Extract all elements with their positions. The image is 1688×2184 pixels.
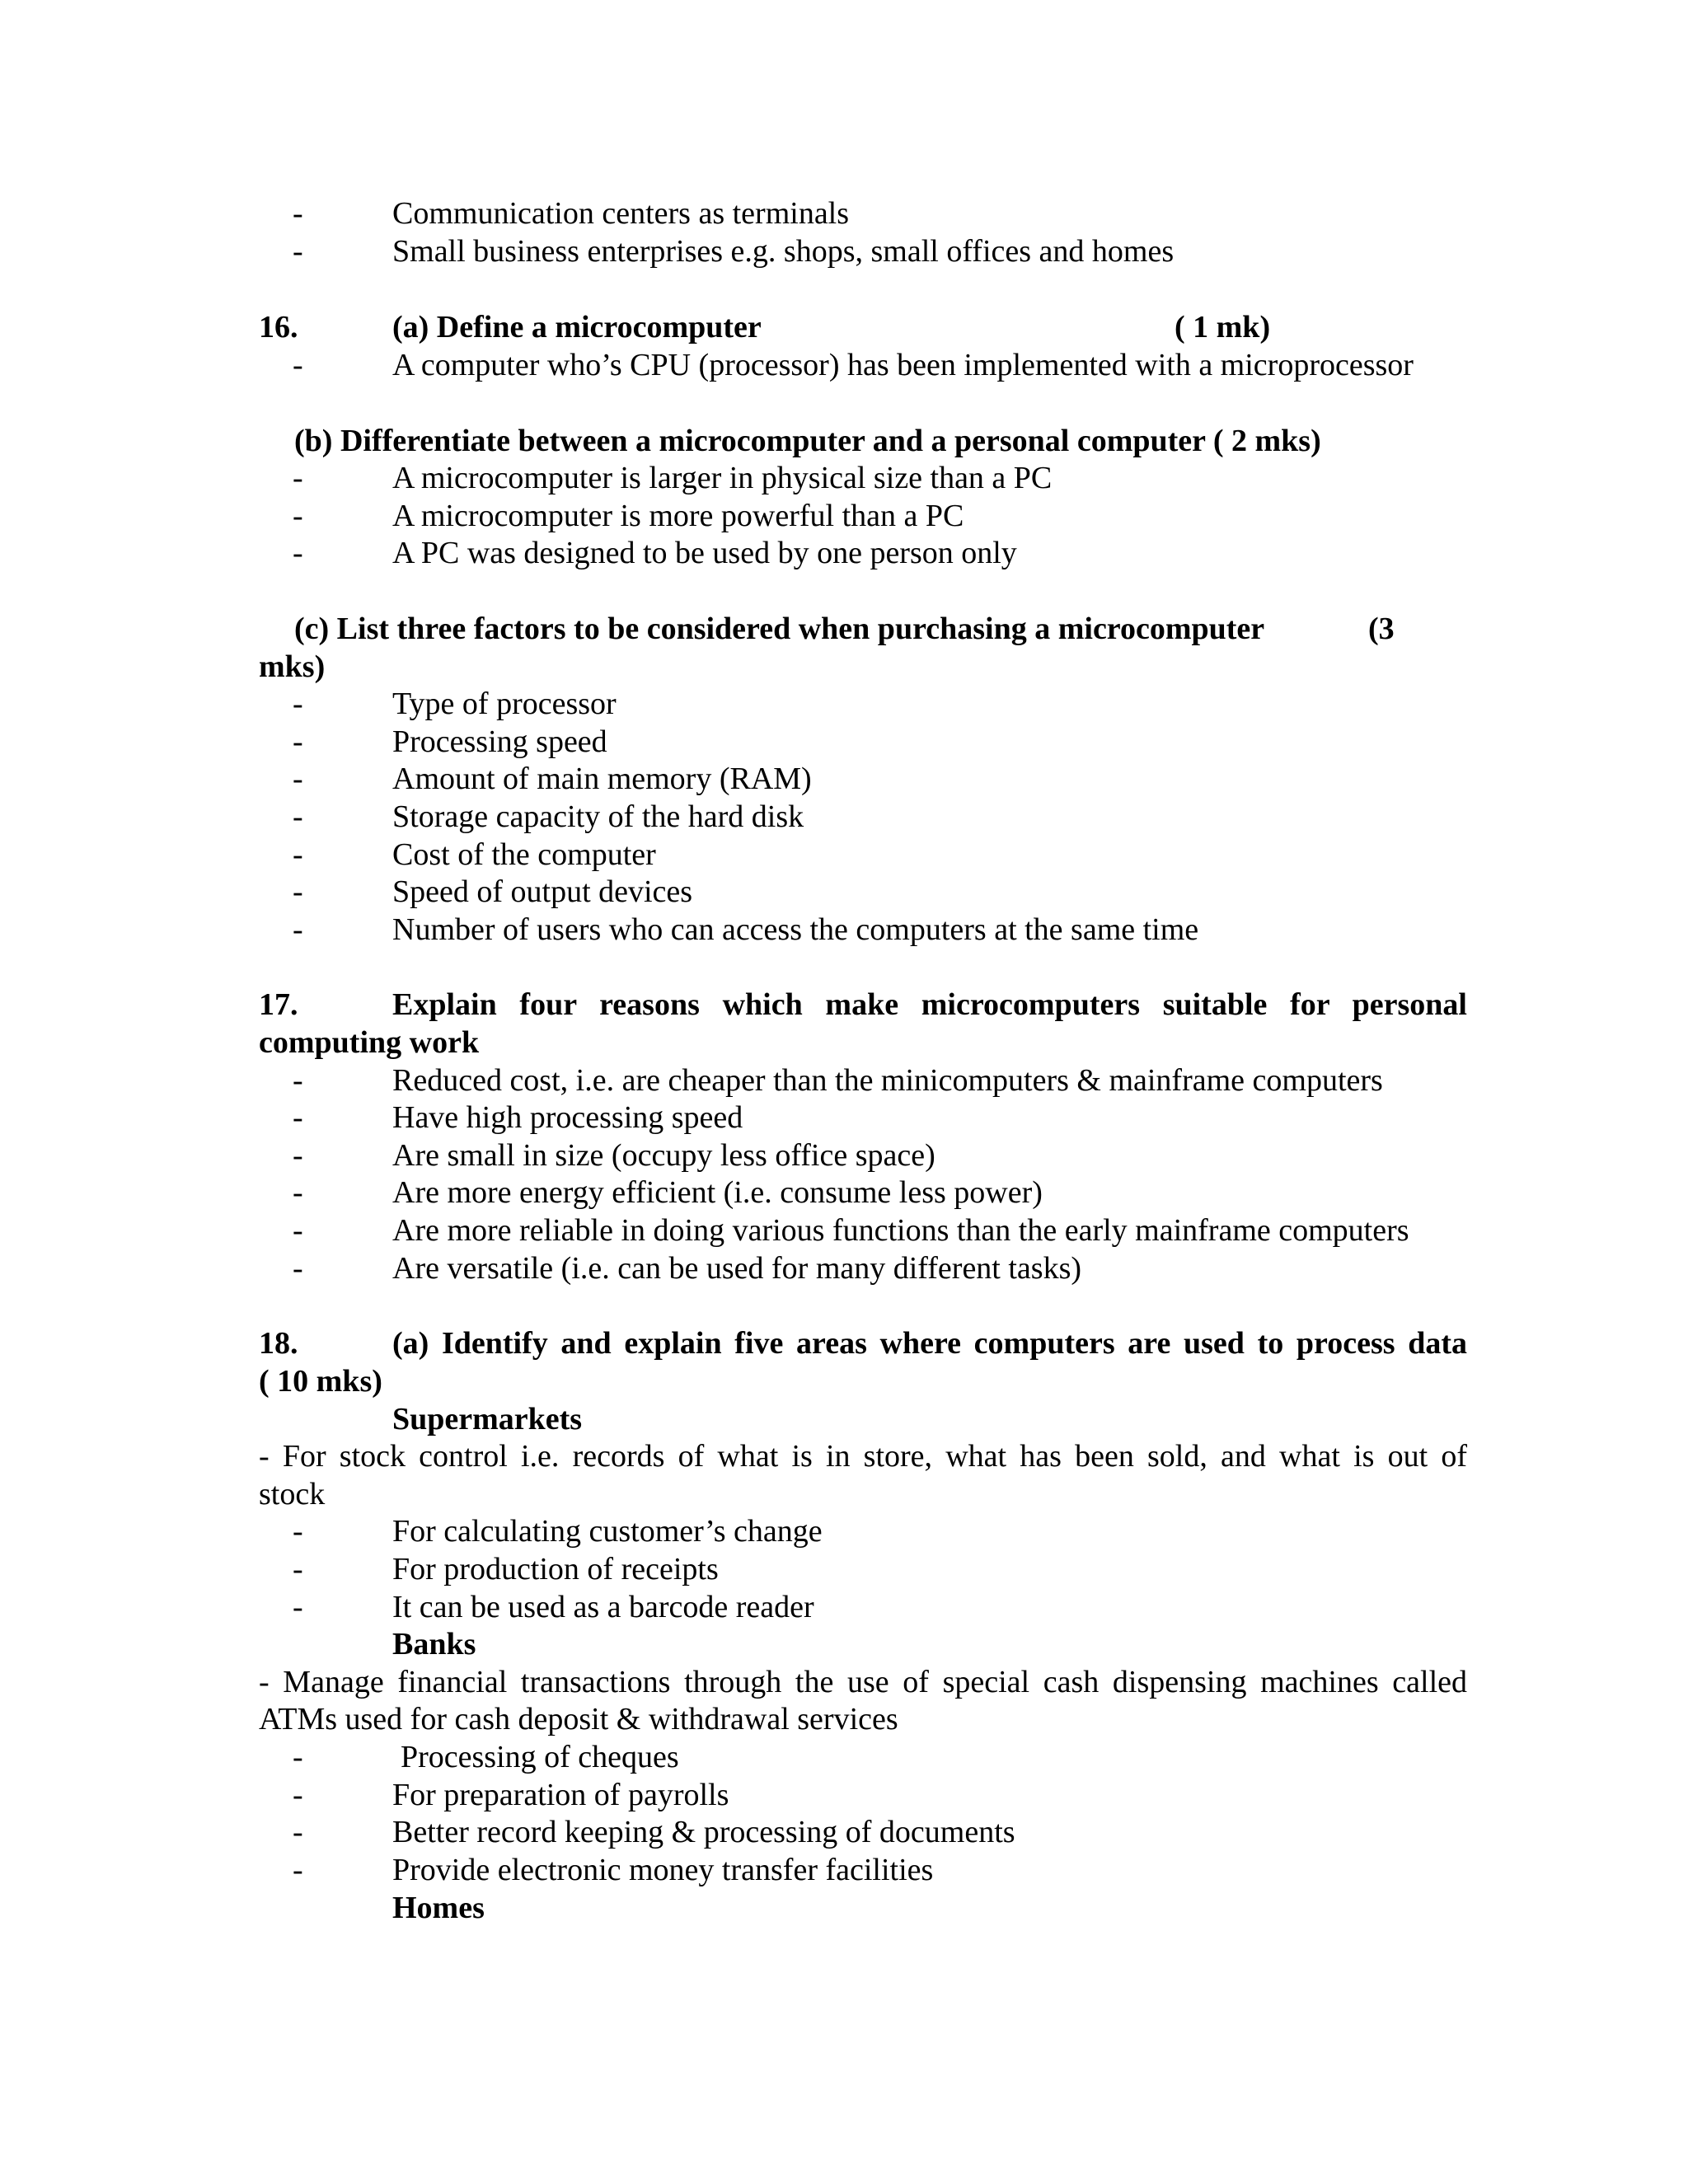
bullet-dash: -: [293, 687, 303, 721]
bullet-dash: -: [293, 1815, 303, 1849]
bullet-dash: -: [293, 1138, 303, 1173]
question-number: 17.: [259, 987, 298, 1022]
bullet-text: A PC was designed to be used by one person only: [392, 536, 1017, 570]
bullet-text: Type of processor: [392, 687, 617, 721]
bullet-dash: -: [293, 724, 303, 759]
bullet-dash: -: [293, 461, 303, 495]
bullet-dash: -: [293, 1251, 303, 1286]
bullet-text: A microcomputer is more powerful than a PC: [392, 499, 964, 533]
paragraph-text: - For stock control i.e. records of what is in store, what has been sold, and what is out of: [259, 1439, 1467, 1474]
bullet-dash: -: [293, 1590, 303, 1624]
bullet-text: Communication centers as terminals: [392, 196, 850, 231]
bullet-text: Cost of the computer: [392, 837, 656, 872]
bullet-text: Processing of cheques: [401, 1740, 679, 1774]
bullet-dash: -: [293, 536, 303, 570]
bullet-text: A computer who’s CPU (processor) has been implemented with a microprocessor: [392, 348, 1414, 382]
bullet-text: Are small in size (occupy less office space): [392, 1138, 935, 1173]
bullet-dash: -: [293, 1175, 303, 1210]
question-number: 18.: [259, 1326, 298, 1361]
bullet-dash: -: [293, 1100, 303, 1135]
bullet-text: Amount of main memory (RAM): [392, 762, 812, 796]
bullet-dash: -: [293, 912, 303, 947]
bullet-dash: -: [293, 1778, 303, 1812]
bullet-text: For calculating customer’s change: [392, 1514, 823, 1549]
bullet-dash: -: [293, 1514, 303, 1549]
bullet-text: A microcomputer is larger in physical size than a PC: [392, 461, 1053, 495]
paragraph-text: - Manage financial transactions through the use of special cash dispensing machines called: [259, 1665, 1467, 1699]
bullet-dash: -: [293, 1740, 303, 1774]
bullet-text: Number of users who can access the computers at the same time: [392, 912, 1199, 947]
bullet-dash: -: [293, 1853, 303, 1887]
bullet-dash: -: [293, 499, 303, 533]
paragraph-text: stock: [259, 1477, 326, 1511]
question-number: 16.: [259, 310, 298, 344]
question-text: computing work: [259, 1025, 480, 1060]
bullet-text: Provide electronic money transfer facilities: [392, 1853, 934, 1887]
bullet-dash: -: [293, 837, 303, 872]
bullet-text: Are more reliable in doing various functions than the early mainframe computers: [392, 1213, 1409, 1248]
bullet-dash: -: [293, 196, 303, 231]
bullet-dash: -: [293, 234, 303, 269]
question-text: mks): [259, 649, 326, 684]
bullet-text: Small business enterprises e.g. shops, small offices and homes: [392, 234, 1175, 269]
bullet-text: Are versatile (i.e. can be used for many different tasks): [392, 1251, 1082, 1286]
bullet-text: Have high processing speed: [392, 1100, 743, 1135]
bullet-text: Speed of output devices: [392, 874, 693, 909]
question-marks: (3: [1368, 612, 1395, 646]
question-text: (a) Identify and explain five areas where computers are used to process data: [392, 1326, 1467, 1361]
heading-banks: Banks: [392, 1627, 476, 1661]
bullet-text: Reduced cost, i.e. are cheaper than the minicomputers & mainframe computers: [392, 1063, 1383, 1098]
question-marks: ( 1 mk): [1175, 310, 1271, 344]
bullet-text: For preparation of payrolls: [392, 1778, 729, 1812]
bullet-dash: -: [293, 1213, 303, 1248]
bullet-dash: -: [293, 1063, 303, 1098]
question-text: Explain four reasons which make microcomputers suitable for personal: [392, 987, 1467, 1022]
question-marks: ( 10 mks): [259, 1364, 382, 1399]
bullet-text: It can be used as a barcode reader: [392, 1590, 814, 1624]
heading-supermarkets: Supermarkets: [392, 1402, 583, 1436]
question-text: (c) List three factors to be considered when purchasing a microcomputer: [294, 612, 1265, 646]
question-text: (a) Define a microcomputer: [392, 310, 762, 344]
heading-homes: Homes: [392, 1891, 485, 1925]
bullet-text: Are more energy efficient (i.e. consume less power): [392, 1175, 1043, 1210]
bullet-dash: -: [293, 874, 303, 909]
bullet-text: For production of receipts: [392, 1552, 719, 1586]
bullet-dash: -: [293, 762, 303, 796]
bullet-dash: -: [293, 799, 303, 834]
bullet-dash: -: [293, 348, 303, 382]
bullet-text: Processing speed: [392, 724, 607, 759]
bullet-dash: -: [293, 1552, 303, 1586]
paragraph-text: ATMs used for cash deposit & withdrawal services: [259, 1702, 898, 1736]
question-text: (b) Differentiate between a microcomputer and a personal computer ( 2 mks): [294, 424, 1321, 458]
bullet-text: Better record keeping & processing of documents: [392, 1815, 1015, 1849]
bullet-text: Storage capacity of the hard disk: [392, 799, 804, 834]
